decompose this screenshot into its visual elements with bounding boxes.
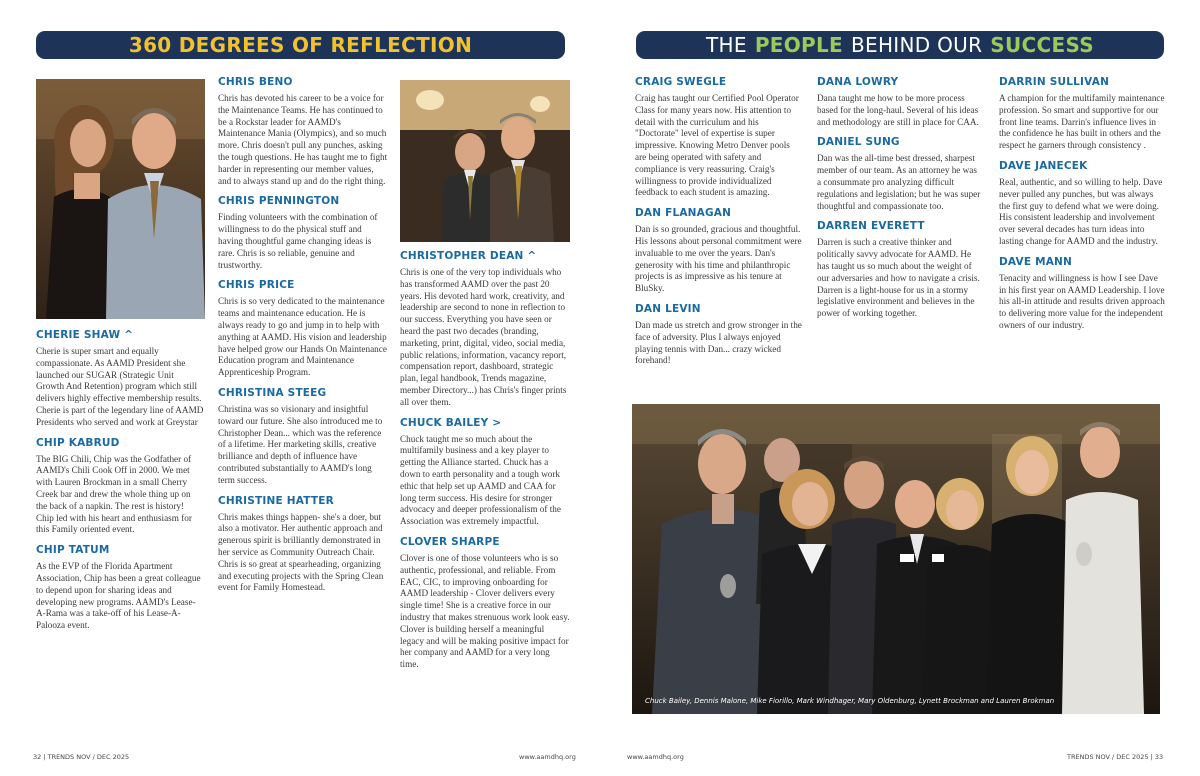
profile-darren-everett: [817, 220, 983, 320]
profile-name: CHRISTINE HATTER: [218, 494, 334, 507]
profile-name: CHRIS PRICE: [218, 279, 295, 292]
right-banner-word-success: SUCCESS: [990, 33, 1094, 57]
footer-right-page: TRENDS NOV / DEC 2025 | 33: [1067, 753, 1164, 761]
profile-daniel-sung: [817, 136, 983, 212]
profile-name: CHRIS PENNINGTON: [218, 195, 340, 208]
right-section-banner: [636, 31, 1164, 59]
profile-name: DAVE JANECEK: [999, 159, 1088, 172]
left-banner-title: 360 DEGREES OF REFLECTION: [128, 33, 473, 57]
profile-text: The BIG Chili, Chip was the Godfather of AAMD's Chili Cook Off in 2000. We met with Lauren Brockman in a small Cherry Creek bar and drew the whole thing up on the back of a napkin. The rest is history! Chip led with his heart and enthusiasm for this Family oriented event.: [36, 453, 192, 535]
profile-christina-steeg: [218, 387, 388, 487]
profile-clover-sharpe: [400, 536, 570, 671]
profile-name: CLOVER SHARPE: [400, 535, 500, 548]
profile-craig-swegle: [635, 76, 803, 199]
right-banner-word-people: PEOPLE: [754, 33, 843, 57]
profile-name: DANA LOWRY: [817, 76, 899, 88]
footer-right-url[interactable]: www.aamdhq.org: [627, 753, 684, 761]
left-section-banner: [36, 31, 565, 59]
profile-christine-hatter: [218, 495, 388, 595]
profile-text: A champion for the multifamily maintenance profession. So smart and supportive for our front line teams. Darrin's influence lives in the confidence he has built in others and the respect he garners through consistency .: [999, 93, 1165, 151]
profile-text: Dan made us stretch and grow stronger in the face of adversity. Plus I always enjoyed playing tennis with Dan... crazy wicked forehand!: [635, 319, 802, 366]
profile-name: CRAIG SWEGLE: [635, 76, 727, 88]
profile-text: Cherie is super smart and equally compassionate. As AAMD President she launched our SUGAR (Strategic Unit Growth And Retention) program which still delivers highly effective membership results. Cherie is part of the legendary line of AAMD Presidents who served and work at Greystar: [36, 346, 204, 427]
profile-text: Real, authentic, and so willing to help. Dave never pulled any punches, but was always the first guy to defend what we were doing. His consistent leadership and involvement over several decades has turn ideas into lasting change for AAMD and the industry.: [999, 176, 1163, 246]
profile-name: DAN LEVIN: [635, 302, 701, 315]
profile-christopher-dean: [400, 250, 570, 409]
profile-text: Chris has devoted his career to be a voice for the Maintenance Teams. He has continued to be a Rockstar leader for AAMD's Maintenance Mania (Olympics), and so much more. Chris doesn't pull any punches, asking the tough questions. He has taught me to fight harder in representing our member values, and to always stand up and do the right thing.: [218, 93, 388, 186]
profile-text: Tenacity and willingness is how I see Dave in his first year on AAMD Leadership. I love his all-in attitude and results driven approach to delivering more value for the independent owners of our industry.: [999, 272, 1165, 330]
profile-text: Finding volunteers with the combination of willingness to do the physical stuff and having thoughtful game changing ideas is rare. Chris is so reliable, genuine and trustworthy.: [218, 212, 378, 270]
right-banner-word-the: THE: [706, 33, 747, 57]
group-photo: [632, 404, 1160, 714]
photo-cherie-shaw: [36, 79, 205, 319]
profile-text: Chris makes things happen- she's a doer, but also a motivator. Her authentic approach and generous spirit is brilliantly demonstrated in her service as Community Outreach Chair. Chris is so great at spearheading, organizing and executing projects with the Spring Clean event for Family Homestead.: [218, 511, 384, 593]
profile-chris-beno: [218, 76, 388, 187]
photo-caption: Chuck Bailey, Dennis Malone, Mike Fiorillo, Mark Windhager, Mary Oldenburg, Lynett Brockman and Lauren Brokman: [645, 697, 1055, 705]
profile-chip-kabrud: [36, 437, 204, 537]
column-2: [218, 76, 388, 602]
profile-name: CHRISTOPHER DEAN ^: [400, 250, 537, 262]
profile-darrin-sullivan: [999, 76, 1165, 152]
profile-dana-lowry: [817, 76, 983, 128]
profile-name: DARRIN SULLIVAN: [999, 76, 1110, 88]
profile-name: CHIP TATUM: [36, 544, 110, 557]
profile-name: CHRIS BENO: [218, 76, 293, 88]
profile-dan-flanagan: [635, 207, 803, 295]
profile-cherie-shaw: [36, 329, 204, 429]
profile-text: Christina was so visionary and insightful toward our future. She also introduced me to Christopher Dean... which was the reference of a lifetime. Her marketing skills, creative brilliance and depth of influence have contributed substantially to AAMD's long term success.: [218, 403, 383, 485]
profile-name: DARREN EVERETT: [817, 220, 925, 233]
profile-dave-janecek: [999, 160, 1165, 248]
profile-name: CHRISTINA STEEG: [218, 386, 327, 399]
profile-text: As the EVP of the Florida Apartment Association, Chip has been a great colleague to depend upon for sharing ideas and developing new programs. AAMD's Lease-A-Rama was a take-off of his Lease-A-Palooza event.: [36, 561, 201, 631]
profile-dan-levin: [635, 303, 803, 367]
profile-name: DAN FLANAGAN: [635, 207, 732, 220]
right-banner-word-behind: BEHIND OUR: [851, 33, 983, 57]
profile-text: Chris is one of the very top individuals who has transformed AAMD over the past 20 years. His devoted hard work, creativity, and leadership are second to none in reflection to our success. Everything you have seen or heard the past two decades (branding, marketing, print, digital, video, social media, public relations, information, vacancy report, compensation report, dashboard, strategic plan, legal handbook, Trends magazine, member Directory...) has Chris's finger prints all over them.: [400, 267, 567, 407]
photo-christopher-dean: [400, 80, 570, 242]
footer-left-url[interactable]: www.aamdhq.org: [519, 753, 576, 761]
profile-text: Dana taught me how to be more process based for the long-haul. Several of his ideas and methodology are still in place for CAA.: [817, 93, 979, 127]
column-6: [999, 76, 1165, 340]
column-1: [36, 329, 204, 640]
profile-text: Clover is one of those volunteers who is so authentic, professional, and reliable. From EAC, CIC, to improving onboarding for AAMD leadership - Clover delivers every single time! She is a creative force in our industry that makes strenuous work look easy. Clover is building herself a meaningful legacy and will be making positive impact for her company and AAMD for a very long time.: [400, 552, 570, 670]
profile-name: DAVE MANN: [999, 255, 1073, 268]
profile-chuck-bailey: [400, 417, 570, 528]
profile-text: Craig has taught our Certified Pool Operator Class for many years now. His attention to detail with the curriculum and his "Doctorate" level of expertise is super impressive. Knowing Metro Denver pools are being operated with safety and compliance is very reassuring. Craig's willingness to provide individualized feedback to each student is amazing.: [635, 93, 799, 198]
column-3: [400, 250, 570, 679]
profile-chris-price: [218, 279, 388, 379]
profile-dave-mann: [999, 256, 1165, 332]
profile-name: DANIEL SUNG: [817, 136, 900, 149]
profile-text: Dan was the all-time best dressed, sharpest member of our team. As an attorney he was a consummate pro analyzing difficult regulations and legislation; but he was super thoughtful and compassionate too.: [817, 153, 981, 211]
footer-left-page: 32 | TRENDS NOV / DEC 2025: [33, 753, 130, 761]
profile-chip-tatum: [36, 544, 204, 632]
profile-name: CHERIE SHAW ^: [36, 329, 134, 341]
profile-text: Chuck taught me so much about the multifamily business and a key player to getting the Alliance started. Chuck has a down to earth personality and a tough work ethic that help set up AAMD and CAA for long term success. His desire for stronger advocacy and deeper professionalism of the Association was extremely impactful.: [400, 433, 561, 527]
profile-text: Darren is such a creative thinker and politically savvy advocate for AAMD. He has taught us so much about the weight of our adversaries and how to navigate a crisis. Darren is a light-house for us in a stormy legislative environment and believes in the power of working together.: [817, 237, 980, 319]
column-5: [817, 76, 983, 328]
profile-text: Dan is so grounded, gracious and thoughtful. His lessons about personal commitment were invaluable to me over the years. Dan's generosity with his time and philanthropic projects is as impressive as his tenure at BluSky.: [635, 224, 802, 294]
column-4: [635, 76, 803, 375]
profile-name: CHIP KABRUD: [36, 436, 120, 449]
profile-name: CHUCK BAILEY >: [400, 416, 502, 429]
profile-text: Chris is so very dedicated to the maintenance teams and maintenance education. He is always ready to go and jump in to help with anything at AAMD. His vision and leadership have helped grow our Hands On Maintenance Education program and Maintenance Apprenticeship Program.: [218, 296, 387, 378]
profile-chris-pennington: [218, 195, 388, 271]
